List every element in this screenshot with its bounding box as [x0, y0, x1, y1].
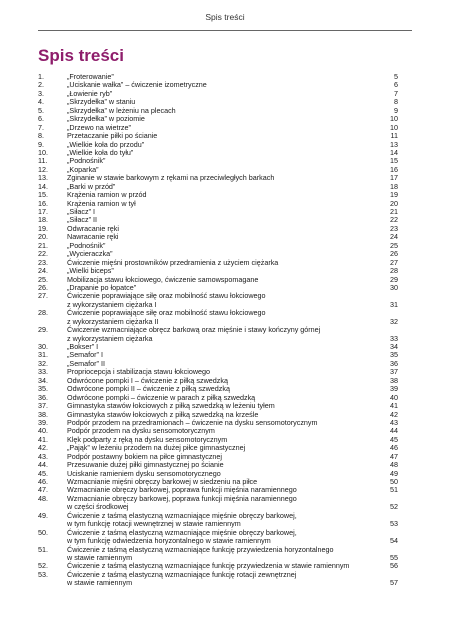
- toc-entry-page-number: 45: [390, 434, 398, 444]
- toc-entry-title: „Skrzydełka” w staniu: [67, 97, 136, 107]
- toc-entry-number: 2.: [38, 80, 44, 90]
- toc-entry-page-number: 17: [390, 173, 398, 183]
- toc-entry-title: „Łowienie ryb”: [67, 88, 113, 98]
- toc-entry-page-number: 19: [390, 190, 398, 200]
- toc-entry-title: Propriocepcja i stabilizacja stawu łokciowego: [67, 367, 211, 377]
- toc-entry-title: Przetaczanie piłki po ścianie: [67, 131, 158, 141]
- toc-entry-title: Ćwiczenie z taśmą elastyczną wzmacniające funkcję przywiedzenia w stawie ramiennym: [67, 561, 350, 571]
- toc-entry-title: z wykorzystaniem ciężarka: [67, 333, 153, 343]
- toc-entry-number: 11.: [38, 156, 48, 166]
- toc-entry-title: Ćwiczenie poprawiające siłę oraz mobilność stawu łokciowego: [67, 291, 266, 301]
- toc-entry-title: „Semafor” I: [67, 350, 103, 360]
- toc-entry-title: Podpór przodem na dysku sensomotorycznym: [67, 426, 215, 436]
- toc-entry-title: w tym funkcję rotacji wewnętrznej w stawie ramiennym: [67, 519, 241, 529]
- toc-entry-number: 9.: [38, 139, 44, 149]
- toc-entry-title: Podpór przodem na przedramionach – ćwiczenie na dysku sensomotorycznym: [67, 417, 318, 427]
- toc-entry-number: 30.: [38, 342, 48, 351]
- toc-entry-number: 3.: [38, 88, 44, 98]
- toc-entry-page-number: 37: [390, 367, 398, 377]
- toc-entry-title: Zginanie w stawie barkowym z rękami na przeciwległych barkach: [67, 173, 275, 183]
- toc-entry-title: Odwrócone pompki – ćwiczenie w parach z piłką szwedzką: [67, 392, 256, 402]
- toc-entry-number: 27.: [38, 291, 48, 301]
- toc-entry-title: „Uciskanie wałka” – ćwiczenie izometryczne: [67, 80, 207, 90]
- toc-entry-title: w części środkowej: [67, 502, 129, 512]
- toc-entry-title: „Podnośnik”: [67, 156, 106, 166]
- toc-entry-title: „Koparka”: [67, 164, 99, 174]
- toc-entry-page-number: 51: [390, 485, 398, 495]
- toc-entry-number: 41.: [38, 434, 48, 444]
- toc-entry-number: 49.: [38, 510, 48, 520]
- toc-entry-page-number: 43: [390, 417, 398, 427]
- toc-entry-title: Ćwiczenie mięśni prostowników przedramienia z użyciem ciężarka: [67, 257, 279, 267]
- toc-entry-title: Odwrócone pompki I – ćwiczenie z piłką szwedzką: [67, 375, 228, 385]
- toc-entry-page-number: 52: [390, 502, 398, 512]
- toc-entry-number: 13.: [38, 173, 48, 183]
- toc-entry-number: 19.: [38, 223, 48, 233]
- toc-entry[interactable]: [38, 292, 398, 309]
- toc-entry-title: „Siłacz” I: [67, 207, 95, 216]
- toc-entry-title: Ćwiczenie z taśmą elastyczną wzmacniające funkcję rotacji zewnętrznej: [67, 569, 297, 579]
- toc-entry-title: Ćwiczenie z taśmą elastyczną wzmacniające mięśnie obręczy barkowej,: [67, 527, 297, 537]
- toc-entry-page-number: 39: [390, 384, 398, 394]
- toc-entry-title: „Skrzydełka” w poziomie: [67, 114, 145, 124]
- toc-entry-title: „Siłacz” II: [67, 215, 97, 225]
- toc-entry-number: 8.: [38, 131, 44, 141]
- toc-entry-page-number: 50: [390, 477, 398, 486]
- toc-entry-number: 28.: [38, 308, 48, 318]
- toc-entry-number: 21.: [38, 240, 48, 250]
- toc-entry-page-number: 15: [390, 156, 398, 166]
- toc-entry-title: „Barki w przód”: [67, 181, 116, 191]
- toc-entry[interactable]: [38, 309, 398, 326]
- toc-entry-page-number: 55: [390, 552, 398, 562]
- toc-entry-title: Ćwiczenie z taśmą elastyczną wzmacniające funkcję przywiedzenia horyzontalnego: [67, 544, 334, 554]
- toc-entry-page-number: 48: [390, 460, 398, 470]
- toc-entry-number: 34.: [38, 375, 48, 385]
- toc-entry-number: 4.: [38, 97, 44, 107]
- toc-entry-title: Wzmacnianie mięśni obręczy barkowej w siedzeniu na piłce: [67, 477, 258, 486]
- toc-entry-number: 53.: [38, 569, 48, 579]
- toc-entry-title: Uciskanie ramieniem dysku sensomotorycznego: [67, 468, 221, 478]
- toc-entry-number: 22.: [38, 249, 48, 259]
- toc-entry-page-number: 35: [390, 350, 398, 360]
- toc-entry-page-number: 32: [390, 316, 398, 326]
- toc-entry-page-number: 10: [390, 122, 398, 132]
- toc-entry-page-number: 7: [394, 88, 398, 98]
- toc-entry-page-number: 31: [390, 299, 398, 309]
- toc-entry-number: 35.: [38, 384, 48, 394]
- toc-entry-page-number: 29: [390, 274, 398, 284]
- toc-entry-number: 42.: [38, 443, 48, 453]
- toc-entry-title: Krążenia ramion w przód: [67, 190, 147, 200]
- toc-entry-number: 45.: [38, 468, 48, 478]
- toc-entry-title: Ćwiczenie wzmacniające obręcz barkową oraz mięśnie i stawy kończyny górnej: [67, 325, 321, 335]
- toc-entry-title: z wykorzystaniem ciężarka I: [67, 299, 157, 309]
- toc-entry-title: Wzmacnianie obręczy barkowej, poprawa funkcji mięśnia naramiennego: [67, 493, 297, 503]
- toc-entry-title: Podpór postawny bokiem na piłce gimnastycznej: [67, 451, 223, 461]
- toc-entry-title: Nawracanie ręki: [67, 232, 119, 242]
- header-divider: [38, 30, 412, 31]
- toc-entry-page-number: 8: [394, 97, 398, 107]
- toc-entry-line: [38, 579, 398, 587]
- toc-entry-page-number: 24: [390, 232, 398, 242]
- toc-entry-page-number: 6: [394, 80, 398, 90]
- toc-entry-number: 52.: [38, 561, 48, 571]
- toc-entry-title: „Wielkie koła do tyłu”: [67, 147, 134, 157]
- toc-entry-number: 23.: [38, 257, 48, 267]
- toc-entry-number: 38.: [38, 409, 48, 419]
- toc-entry-number: 5.: [38, 105, 44, 115]
- toc-entry[interactable]: [38, 571, 398, 588]
- toc-entry-number: 51.: [38, 544, 48, 554]
- toc-entry-number: 36.: [38, 392, 48, 402]
- toc-entry-title: „Drzewo na wietrze”: [67, 122, 131, 132]
- toc-entry-number: 43.: [38, 451, 48, 461]
- toc-entry-number: 31.: [38, 350, 48, 360]
- toc-entry-page-number: 9: [394, 105, 398, 115]
- toc-entry-number: 7.: [38, 122, 44, 132]
- toc-entry-title: „Semafor” II: [67, 358, 105, 368]
- toc-entry-number: 16.: [38, 198, 48, 208]
- toc-entry-number: 33.: [38, 367, 48, 377]
- toc-entry[interactable]: [38, 326, 398, 343]
- table-of-contents: [38, 73, 398, 588]
- toc-entry-page-number: 36: [390, 358, 398, 368]
- toc-entry-number: 39.: [38, 417, 48, 427]
- toc-entry-page-number: 16: [390, 164, 398, 174]
- toc-entry-number: 32.: [38, 358, 48, 368]
- toc-entry[interactable]: [38, 512, 398, 529]
- toc-entry-page-number: 30: [390, 282, 398, 292]
- toc-entry-title: „Pająk” w leżeniu przodem na dużej piłce gimnastycznej: [67, 443, 246, 453]
- toc-entry-title: „Bokser” I: [67, 342, 99, 351]
- page-title: Spis treści: [38, 46, 124, 65]
- toc-entry-title: Ćwiczenie poprawiające siłę oraz mobilność stawu łokciowego: [67, 308, 266, 318]
- toc-entry-title: „Wielki biceps”: [67, 266, 114, 276]
- toc-entry-title: „Froterowanie”: [67, 72, 114, 81]
- toc-entry-page-number: 10: [390, 114, 398, 124]
- toc-entry-number: 20.: [38, 232, 48, 242]
- toc-entry-page-number: 57: [390, 578, 398, 588]
- toc-entry-title: „Skrzydełka” w leżeniu na plecach: [67, 105, 176, 115]
- toc-entry-title: „Drapanie po łopatce”: [67, 282, 137, 292]
- toc-entry-number: 14.: [38, 181, 48, 191]
- toc-entry-title: Krążenia ramion w tył: [67, 198, 136, 208]
- toc-entry-number: 40.: [38, 426, 48, 436]
- toc-entry-page-number: 49: [390, 468, 398, 478]
- toc-entry-number: 10.: [38, 147, 48, 157]
- toc-entry-page-number: 34: [390, 342, 398, 351]
- toc-entry-page-number: 38: [390, 375, 398, 385]
- toc-entry-title: w stawie ramiennym: [67, 578, 133, 588]
- toc-entry-page-number: 20: [390, 198, 398, 208]
- toc-entry-number: 47.: [38, 485, 48, 495]
- toc-entry-title: „Wycieraczka”: [67, 249, 113, 259]
- toc-entry-page-number: 13: [390, 139, 398, 149]
- toc-entry-page-number: 21: [390, 207, 398, 216]
- toc-entry-page-number: 41: [390, 401, 398, 411]
- toc-entry-page-number: 5: [394, 72, 398, 81]
- toc-entry-number: 29.: [38, 325, 48, 335]
- toc-entry[interactable]: [38, 529, 398, 546]
- toc-entry-number: 48.: [38, 493, 48, 503]
- toc-entry-number: 26.: [38, 282, 48, 292]
- toc-entry-number: 18.: [38, 215, 48, 225]
- toc-entry-page-number: 53: [390, 519, 398, 529]
- toc-entry-page-number: 18: [390, 181, 398, 191]
- toc-entry-number: 46.: [38, 477, 48, 486]
- toc-entry-page-number: 22: [390, 215, 398, 225]
- toc-entry-title: Wzmacnianie obręczy barkowej, poprawa funkcji mięśnia naramiennego: [67, 485, 297, 495]
- toc-entry-number: 50.: [38, 527, 48, 537]
- toc-entry-title: z wykorzystaniem ciężarka II: [67, 316, 159, 326]
- toc-entry-number: 12.: [38, 164, 48, 174]
- toc-entry-page-number: 25: [390, 240, 398, 250]
- toc-entry-title: w stawie ramiennym: [67, 552, 133, 562]
- toc-entry-title: Ćwiczenie z taśmą elastyczną wzmacniające mięśnie obręczy barkowej,: [67, 510, 297, 520]
- toc-entry-title: „Wielkie koła do przodu”: [67, 139, 145, 149]
- toc-entry-page-number: 42: [390, 409, 398, 419]
- toc-entry-page-number: 33: [390, 333, 398, 343]
- toc-entry-page-number: 44: [390, 426, 398, 436]
- toc-entry-page-number: 23: [390, 223, 398, 233]
- toc-entry-page-number: 11: [390, 131, 398, 141]
- toc-entry[interactable]: [38, 546, 398, 563]
- toc-entry-page-number: 40: [390, 392, 398, 402]
- running-header: Spis treści: [205, 12, 245, 22]
- toc-entry-page-number: 14: [390, 147, 398, 157]
- toc-entry-title: „Podnośnik”: [67, 240, 106, 250]
- toc-entry-number: 24.: [38, 266, 48, 276]
- toc-entry-title: Gimnastyka stawów łokciowych z piłką szwedzką na krześle: [67, 409, 259, 419]
- toc-entry-title: Odwracanie ręki: [67, 223, 119, 233]
- toc-entry[interactable]: [38, 495, 398, 512]
- toc-entry-title: Mobilizacja stawu łokciowego, ćwiczenie samowspomagane: [67, 274, 259, 284]
- toc-entry-number: 15.: [38, 190, 48, 200]
- toc-entry-page-number: 28: [390, 266, 398, 276]
- toc-entry-title: Odwrócone pompki II – ćwiczenie z piłką szwedzką: [67, 384, 230, 394]
- toc-entry-title: Klęk podparty z ręką na dysku sensomotorycznym: [67, 434, 228, 444]
- toc-entry-page-number: 56: [390, 561, 398, 571]
- toc-entry-number: 44.: [38, 460, 48, 470]
- toc-entry-page-number: 54: [390, 536, 398, 546]
- toc-entry-title: w tym funkcję odwiedzenia horyzontalnego w stawie ramiennym: [67, 536, 271, 546]
- toc-entry-number: 25.: [38, 274, 48, 284]
- toc-entry-page-number: 26: [390, 249, 398, 259]
- toc-entry-number: 37.: [38, 401, 48, 411]
- toc-entry-page-number: 27: [390, 257, 398, 267]
- toc-entry-title: Przesuwanie dużej piłki gimnastycznej po ścianie: [67, 460, 224, 470]
- toc-entry-page-number: 47: [390, 451, 398, 461]
- toc-entry-number: 17.: [38, 207, 48, 216]
- toc-entry-number: 1.: [38, 72, 44, 81]
- toc-entry-title: Gimnastyka stawów łokciowych z piłką szwedzką w leżeniu tyłem: [67, 401, 275, 411]
- toc-entry-page-number: 46: [390, 443, 398, 453]
- toc-entry-number: 6.: [38, 114, 44, 124]
